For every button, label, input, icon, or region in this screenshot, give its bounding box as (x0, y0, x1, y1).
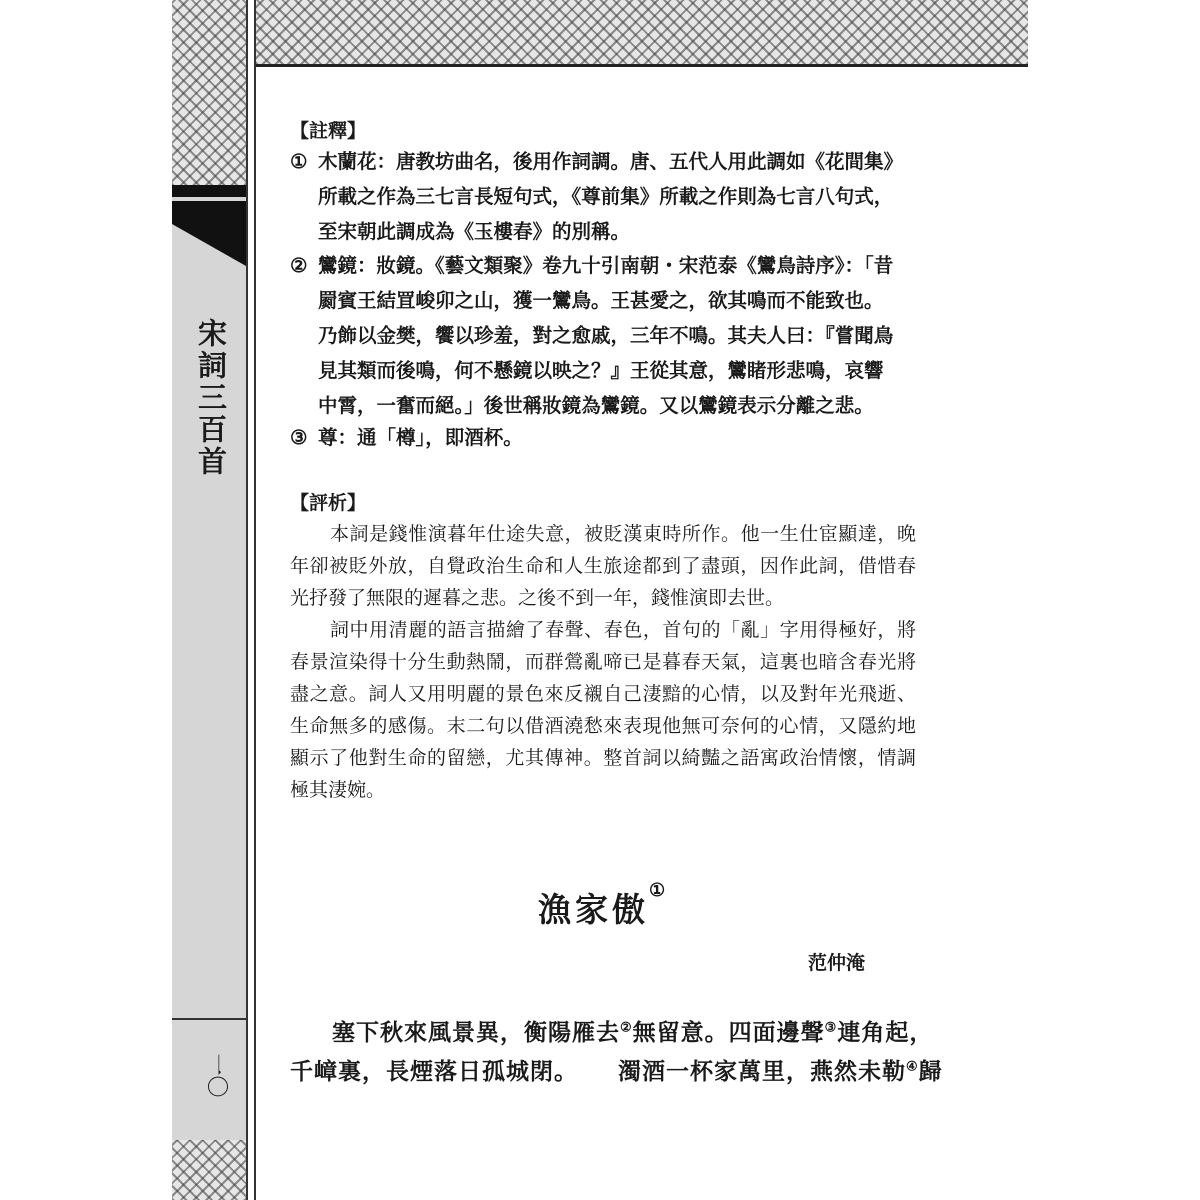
poem-title-text: 漁家傲 (538, 890, 649, 929)
side-bar (172, 185, 246, 197)
note-3 (290, 420, 930, 455)
poem-text: 塞下秋來風景異，衡陽雁去 (332, 1019, 620, 1046)
note-number: ③ (290, 426, 308, 449)
footnote-marker: ④ (906, 1059, 919, 1075)
note-line: 罽賓王結罝峻卯之山，獲一鸞鳥。王甚愛之，欲其鳴而不能致也。 (318, 289, 884, 312)
book-title: 宋詞三百首 (194, 318, 228, 478)
note-line: 所載之作為三七言長短句式，《尊前集》所載之作則為七言八句式， (318, 185, 894, 208)
fret-pattern-top-left (172, 0, 246, 185)
poem-text: 千嶂裏，長煙落日孤城閉。 (290, 1058, 578, 1085)
notes-heading: 【註釋】 (290, 120, 367, 142)
note-number: ② (290, 254, 308, 277)
footnote-marker: ① (649, 880, 666, 901)
poem-text: 連角起， (837, 1019, 934, 1046)
poem-text: 歸 (918, 1058, 943, 1085)
note-line: 鸞鏡：妝鏡。《藝文類聚》卷九十引南朝・宋范泰《鸞鳥詩序》：「昔 (318, 254, 894, 277)
margin-line (246, 0, 248, 1200)
poem-title (538, 880, 666, 931)
footnote-marker: ② (620, 1020, 633, 1036)
analysis-paragraph: 本詞是錢惟演暮年仕途失意，被貶漢東時所作。他一生仕宦顯達，晚年卻被貶外放，自覺政治生命和人生旅途都到了盡頭，因作此詞，借惜春光抒發了無限的遲暮之悲。之後不到一年，錢惟演即去世。 (290, 523, 916, 609)
poem-author: 范仲淹 (808, 952, 866, 974)
poem-text: 無留意。四面邊聲 (632, 1019, 825, 1046)
note-number: ① (290, 150, 308, 173)
note-line: 乃飾以金樊，饗以珍羞，對之愈戚，三年不鳴。其夫人曰：『嘗聞鳥 (318, 324, 894, 347)
analysis-paragraph: 詞中用清麗的語言描繪了春聲、春色，首句的「亂」字用得極好，將春景渲染得十分生動熱鬧，而群鶯亂啼已是暮春天氣，這裏也暗含春光將盡之意。詞人又用明麗的景色來反襯自己淒黯的心情，以及對年光飛逝、生命無多的感傷。末二句以借酒澆愁來表現他無可奈何的心情，又隱約地顯示了他對生命的留戀，尤其傳神。整首詞以綺豔之語寓政治情懷，情調極其淒婉。 (290, 619, 916, 801)
analysis-body (290, 518, 916, 806)
footnote-marker: ③ (824, 1020, 838, 1036)
page-number: 一〇 (203, 1053, 229, 1098)
analysis-heading: 【評析】 (290, 492, 367, 514)
poem-line (332, 1014, 933, 1047)
note-line: 尊：通「樽」，即酒杯。 (318, 426, 523, 449)
side-bar (172, 201, 246, 206)
note-line: 中霄，一奮而絕。」後世稱妝鏡為鸞鏡。又以鸞鏡表示分離之悲。 (318, 394, 874, 417)
note-line: 木蘭花：唐教坊曲名，後用作詞調。唐、五代人用此調如《花間集》 (318, 150, 904, 173)
poem-text: 濁酒一杯家萬里，燕然未勒 (618, 1058, 906, 1085)
note-line: 至宋朝此調成為《玉樓春》的別稱。 (318, 220, 631, 243)
fret-pattern-header (256, 0, 1028, 67)
note-2 (290, 248, 930, 423)
poem-line (290, 1053, 943, 1086)
fret-pattern-bottom-left (172, 1140, 246, 1200)
note-1 (290, 144, 930, 249)
margin-line (254, 0, 256, 1200)
note-line: 見其類而後鳴，何不懸鏡以映之？』王從其意，鸞睹形悲鳴，哀響 (318, 359, 884, 382)
side-rule (172, 1018, 246, 1020)
